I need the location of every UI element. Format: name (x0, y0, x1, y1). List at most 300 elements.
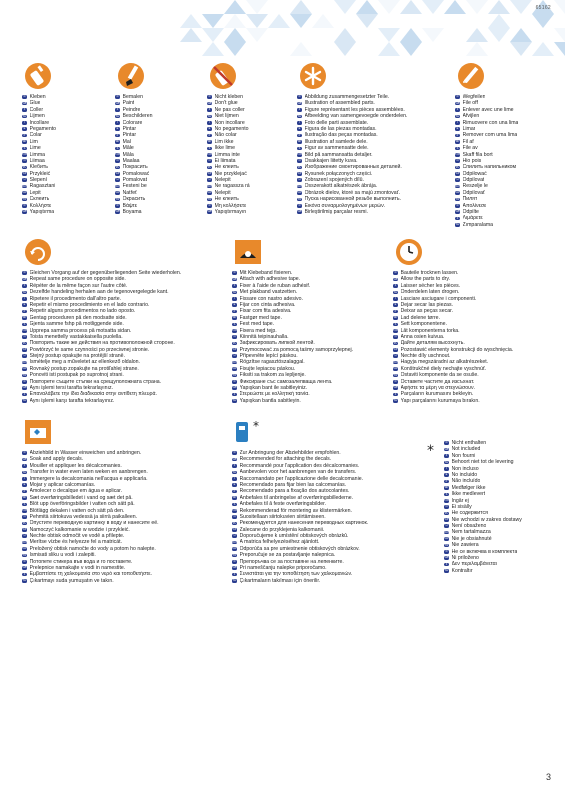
instruction-text: Fissare con nastro adesivo. (239, 295, 303, 302)
header-triangle (334, 28, 356, 42)
language-flag-icon: H (394, 354, 397, 358)
instruction-text: Stejný postup opakujte na protější straně. (29, 353, 125, 360)
instruction-text: Ne ragassza rá (214, 183, 250, 190)
no-glue-instructions (207, 62, 285, 215)
instruction-text: Nicht enthalten (451, 440, 487, 446)
instruction-text: Anbefales til å feste overføringsbilder. (239, 501, 327, 508)
instruction-text: Pegamento (29, 125, 57, 132)
instruction-text: Limma (29, 151, 46, 158)
page-number: 3 (545, 772, 551, 782)
language-flag-icon: GB (444, 447, 449, 451)
instruction-text: Don't glue (214, 100, 238, 107)
instruction-text: Pri nameščanju nalepke priporočamo. (239, 565, 327, 572)
instruction-text: Ei liimata (214, 157, 236, 164)
language-flag-icon: NL (115, 114, 120, 118)
language-flag-icon: GB (207, 210, 212, 214)
language-flag-icon: P (23, 309, 26, 313)
header-triangle (466, 42, 488, 56)
language-flag-icon: TR (22, 553, 27, 557)
header-triangle (312, 14, 334, 28)
language-flag-icon: GB (115, 210, 120, 214)
instruction-line (232, 398, 387, 404)
instruction-text: Onderdelen laten drogen. (400, 289, 460, 296)
repeat-opposite-side-instructions (22, 238, 222, 404)
language-flag-icon: NL (393, 290, 398, 294)
instruction-text: Suositellaan siirtokuvien siirtämiseen. (239, 513, 326, 520)
language-flag-icon: NL (444, 569, 449, 573)
instruction-text: Фиксиране със самозалепваща лента. (239, 378, 333, 385)
instruction-text: Опустите переводную картинку в воду и нанесите её. (29, 520, 159, 527)
instruction-text: Non incluso (451, 465, 479, 472)
language-flag-icon: I (115, 121, 120, 125)
instruction-text: Lijmen (29, 113, 45, 120)
instruction-line (22, 398, 222, 404)
instruction-text: Figur av sammensatte dele. (304, 145, 369, 152)
header-triangle (356, 0, 378, 14)
language-flag-icon: F (394, 392, 397, 396)
instruction-text: Ni priloženo (451, 555, 479, 562)
language-flag-icon: TR (444, 543, 449, 547)
language-flag-icon: S (23, 322, 26, 326)
instruction-text: Raccomandato per l'applicazione delle decalcomanie. (239, 475, 364, 482)
instruction-text: Kleben (29, 94, 46, 100)
instruction-text: Não incluído (451, 478, 481, 485)
language-flag-icon: F (233, 464, 236, 468)
language-flag-icon: NL (22, 290, 27, 294)
language-flag-icon: S (233, 322, 236, 326)
symmetry-instructions (297, 62, 447, 215)
language-flag-icon: GR (444, 537, 449, 541)
instruction-text: Nie zawiera (451, 542, 479, 549)
product-code: 65162 (535, 5, 551, 11)
language-flag-icon: H (456, 178, 459, 182)
tape-dispenser-icon (234, 238, 264, 266)
instruction-text: Pomalować (122, 170, 150, 177)
language-flag-icon: GB (22, 101, 27, 105)
language-flag-icon: FIN (232, 328, 237, 332)
instruction-text: Ismisati sliku u vodi i zalepiti. (29, 552, 96, 559)
language-flag-icon: F (23, 108, 26, 112)
instruction-text: Preložený obtisk namočte do vody a potom ho nalepte. (29, 545, 156, 552)
instruction-text: Μη κολλήσετε (214, 202, 247, 209)
instruction-text: Fest med tape. (239, 321, 275, 328)
language-flag-icon: P (456, 133, 459, 137)
header-triangle (202, 14, 224, 28)
instruction-text: Aanbevolen voor het aanbrengen van de transfers. (239, 469, 357, 476)
language-flag-icon: FIN (297, 152, 302, 156)
instruction-text: Gjenta samme fshp på motliggende side. (29, 321, 124, 328)
instruction-text: Kleбить (29, 164, 48, 171)
header-triangle (290, 42, 312, 56)
language-flag-icon: DK (393, 316, 398, 320)
instruction-text: Recommended for attaching the decals. (239, 456, 332, 463)
instruction-text: Konštrukčné diely nechajte vyschnúť. (400, 365, 487, 372)
language-flag-icon: F (23, 572, 26, 576)
instruction-text: Glue (29, 100, 41, 107)
language-flag-icon: CZ (393, 348, 398, 352)
language-flag-icon: PL (393, 341, 398, 345)
instruction-text: Yapıştırma (29, 209, 55, 216)
header-triangle (268, 14, 290, 28)
instruction-text: Aynı işlemi karşı tarafta tekrarlayınız. (29, 397, 115, 404)
language-flag-icon: CZ (232, 528, 237, 532)
language-flag-icon: P (445, 479, 448, 483)
language-flag-icon: FIN (455, 152, 460, 156)
language-flag-icon: PL (22, 165, 27, 169)
instruction-text: Yapışkan bantla sabitleyin. (239, 397, 301, 404)
language-flag-icon: RUS (444, 530, 450, 534)
language-flag-icon: H (23, 354, 26, 358)
instruction-text: Ripetere il procedimento dall'altro parte. (29, 295, 122, 302)
header-triangle (488, 0, 510, 14)
language-flag-icon: DK (22, 496, 27, 500)
instruction-text: Illustration af samlede dele. (304, 138, 368, 145)
instruction-text: Immergere la decalcomania nell'acqua e applicarla. (29, 475, 148, 482)
language-flag-icon: RUS (207, 184, 213, 188)
language-flag-icon: D (23, 271, 26, 275)
instruction-text: Ingår ej (451, 497, 469, 504)
instruction-text: Пуска нарисованной резьбе выполнить. (304, 196, 402, 203)
language-flag-icon: FIN (115, 152, 120, 156)
instruction-text: Fastgør med tape. (239, 314, 282, 321)
language-flag-icon: F (456, 108, 459, 112)
language-flag-icon: GB (297, 101, 302, 105)
language-flag-icon: E (394, 303, 397, 307)
language-flag-icon: E (23, 483, 26, 487)
language-flag-icon: F (298, 108, 301, 112)
language-flag-icon: CZ (207, 172, 212, 176)
language-flag-icon: RUS (115, 184, 121, 188)
instruction-text: Doporučujeme k umístění obtiskových obrázků. (239, 533, 349, 540)
instruction-text: Yapı parçalarını kurumaya bırakın. (400, 397, 480, 404)
header-triangle (554, 42, 565, 56)
instruction-text: Aynı işlemi tersi tarafta tekrarlayınız. (29, 385, 114, 392)
instruction-text: Parçaların kurumasını bekleyin. (400, 391, 474, 398)
language-flag-icon: D (23, 451, 26, 455)
language-flag-icon: GB (22, 210, 27, 214)
language-flag-icon: S (116, 146, 119, 150)
language-flag-icon: GB (455, 210, 460, 214)
asterisk-symmetry-icon (299, 62, 329, 90)
instruction-line (115, 209, 193, 215)
language-flag-icon: NL (232, 470, 237, 474)
instruction-text: Met plakband vastzetten. (239, 289, 298, 296)
instruction-text: Nelepit (214, 189, 231, 196)
language-flag-icon: P (116, 133, 119, 137)
instruction-text: Not included (451, 446, 481, 453)
header-triangle (224, 0, 246, 14)
language-flag-icon: GB (22, 566, 27, 570)
header-triangle (532, 42, 554, 56)
instruction-text: Enlever avec une lime (462, 106, 514, 113)
instruction-text: Lad delene tørre. (400, 314, 441, 321)
instruction-text: Зафиксировать липкой лентой. (239, 340, 315, 347)
language-flag-icon: S (456, 146, 459, 150)
instruction-text: Не клеить (214, 196, 239, 203)
header-triangle (334, 0, 356, 14)
language-flag-icon: I (444, 467, 449, 471)
instruction-text: Laisser sécher les pièces. (400, 282, 461, 289)
instruction-text: Αφήστε τα μέρη να στεγνώσουν. (400, 385, 476, 392)
instruction-text: Дайте деталям высохнуть. (400, 340, 465, 347)
instruction-text: Не клеить (214, 164, 239, 171)
instruction-text: Odpilovať (462, 189, 485, 196)
header-triangle (290, 14, 312, 28)
instruction-text: Non fourni (451, 452, 476, 459)
instruction-text: Ismételje meg a műveletet az ellenkező oldalon. (29, 359, 140, 366)
instruction-text: Non incollare (214, 119, 245, 126)
header-triangle (224, 14, 246, 28)
instruction-text: Εμβαπτίστε τη χαλκομανία στο νερό και τοποθετήστε. (29, 571, 152, 578)
language-flag-icon: FIN (207, 152, 212, 156)
instruction-text: Оставете частите да изсъхнат. (400, 378, 475, 385)
language-flag-icon: D (445, 441, 448, 445)
instruction-text: Fixar com fita adesiva. (239, 308, 292, 315)
instruction-text: Склеить (29, 196, 50, 203)
instruction-text: Preporučuje se za postavljanje nalepnica. (239, 552, 336, 559)
language-flag-icon: GR (232, 367, 237, 371)
language-flag-icon: DK (22, 140, 27, 144)
instruction-text: Repetir el mismo procedimiento en el lado contrario. (29, 301, 150, 308)
language-flag-icon: GR (297, 191, 302, 195)
language-flag-icon: S (445, 492, 448, 496)
language-flag-icon: I (393, 297, 398, 301)
instruction-text: Bild på sammansatta detaljer. (304, 151, 373, 158)
instruction-text: File off (462, 100, 478, 107)
instruction-text: Rimuovere con una lima (462, 119, 519, 126)
instruction-text: Lim ikke (214, 138, 234, 145)
language-flag-icon: DK (444, 486, 449, 490)
language-flag-icon: S (233, 502, 236, 506)
instruction-text: Prelepnice namakajte v vodi in namestite. (29, 565, 126, 572)
paint-instructions (115, 62, 193, 215)
instruction-text: Pozostawić elementy konstrukcji do wyschnięcia. (400, 346, 514, 353)
instruction-text: Ne pas coller (214, 106, 245, 113)
language-flag-icon: H (208, 178, 211, 182)
language-flag-icon: GR (22, 191, 27, 195)
language-flag-icon: N (208, 159, 211, 163)
instruction-text: Повторете същите стъпки на срещуположната страна. (29, 378, 162, 385)
instruction-line (207, 209, 285, 215)
language-flag-icon: FIN (22, 508, 27, 512)
instruction-text: Figure représentant les pièces assemblées. (304, 106, 405, 113)
instruction-text: Upprepa samma process på motsatta sidan. (29, 327, 132, 334)
language-flag-icon: CZ (22, 172, 27, 176)
language-flag-icon: NL (22, 114, 27, 118)
header-triangle (246, 0, 268, 14)
language-flag-icon: RUS (232, 360, 238, 364)
language-flag-icon: D (23, 380, 26, 384)
header-triangle (246, 14, 268, 28)
instruction-text: Osakkajen liitetty kuva. (304, 157, 358, 164)
instruction-text: Потопете стикера във вода и го поставете. (29, 558, 133, 565)
language-flag-icon: S (23, 502, 26, 506)
language-flag-icon: I (232, 297, 237, 301)
language-flag-icon: P (298, 133, 301, 137)
instruction-text: Nechte obtisk odmočit ve vodě a přilepte. (29, 533, 125, 540)
instruction-text: Não colar (214, 132, 237, 139)
language-flag-icon: H (298, 178, 301, 182)
header-triangle (510, 42, 532, 56)
instruction-text: Måla (122, 151, 134, 158)
instruction-text: Çıkartmayı suda yumuşatın ve takın. (29, 577, 114, 584)
instruction-text: Δεν περιλαμβάνεται (451, 561, 497, 568)
header-triangle (532, 14, 554, 28)
language-flag-icon: E (23, 127, 26, 131)
instruction-text: Не се включва в комплекта (451, 548, 518, 555)
not-included-instructions (426, 440, 556, 574)
instruction-text: Повторить такие же действия на противоположной стороне. (29, 340, 175, 347)
instruction-line (297, 209, 447, 215)
header-triangle (378, 28, 400, 42)
language-flag-icon: PL (115, 165, 120, 169)
instruction-text: Wegfeilen (462, 94, 486, 100)
instruction-text: Λιμάρετε (462, 215, 483, 222)
language-flag-icon: NL (393, 399, 398, 403)
language-flag-icon: TR (207, 197, 212, 201)
instruction-text: Afvijlen (462, 113, 480, 120)
asterisk-optional-icon (234, 418, 264, 446)
language-flag-icon: N (23, 335, 26, 339)
instruction-text: Nem tartalmazza (451, 529, 491, 536)
language-flag-icon: FIN (393, 328, 398, 332)
language-flag-icon: DK (232, 496, 237, 500)
instruction-text: Festeni be (122, 183, 147, 190)
instruction-text: Ikke lime (214, 145, 235, 152)
paint-brush-icon (117, 62, 147, 90)
cutting-line-icon (457, 62, 487, 90)
language-flag-icon: D (456, 95, 459, 99)
instruction-text: Gleichen Vorgang auf der gegenüberliegenden Seite wiederholen. (29, 270, 182, 276)
instruction-text: Incollare (29, 119, 50, 126)
instruction-text: Nie wchodzi w zakres dostawy (451, 516, 522, 523)
instruction-text: Répéter de la même façon sur l'autre côté. (29, 282, 128, 289)
language-flag-icon: N (456, 159, 459, 163)
language-flag-icon: I (207, 121, 212, 125)
language-flag-icon: NL (22, 579, 27, 583)
instruction-text: No incluido (451, 471, 478, 478)
header-triangle (510, 0, 532, 14)
language-flag-icon: NL (455, 223, 460, 227)
instruction-text: Zur Anbringung der Abziehbilder empfohlen. (239, 450, 341, 456)
language-flag-icon: D (445, 550, 448, 554)
language-flag-icon: GB (115, 101, 120, 105)
language-flag-icon: D (208, 95, 211, 99)
instruction-text: Mouiller et appliquer les décalcomanies. (29, 462, 122, 469)
language-flag-icon: H (445, 524, 448, 528)
language-flag-icon: GB (207, 101, 212, 105)
instruction-text: Lasciare asciugare i componenti. (400, 295, 477, 302)
header-triangle (224, 42, 246, 56)
header-triangle (334, 42, 356, 56)
instruction-text: Hio pois (462, 157, 482, 164)
language-flag-icon: D (394, 271, 397, 275)
language-flag-icon: P (208, 133, 211, 137)
language-flag-icon: N (233, 515, 236, 519)
language-flag-icon: CZ (22, 528, 27, 532)
language-flag-icon: GR (22, 547, 27, 551)
language-flag-icon: TR (455, 197, 460, 201)
instruction-text: Připevněte lepící páskou. (239, 353, 298, 360)
instruction-text: Illustration of assembled parts. (304, 100, 375, 107)
language-flag-icon: N (23, 515, 26, 519)
instruction-text: Abziehbild in Wasser einweichen und anbringen. (29, 450, 142, 456)
language-flag-icon: D (116, 204, 119, 208)
header-triangle (466, 0, 488, 14)
instruction-text: Mal (122, 138, 131, 145)
header-triangle (224, 28, 246, 42)
language-flag-icon: F (23, 464, 26, 468)
instruction-text: Peindre (122, 106, 141, 113)
language-flag-icon: GB (393, 386, 398, 390)
language-flag-icon: E (456, 127, 459, 131)
svg-text:*: * (253, 419, 259, 433)
instruction-text: Abbildung zusammengesetzter Teile. (304, 94, 390, 100)
language-flag-icon: D (23, 204, 26, 208)
header-triangle (356, 14, 378, 28)
instruction-text: Nicht kleben (214, 94, 244, 100)
instruction-text: Bemalen (122, 94, 143, 100)
language-flag-icon: D (23, 95, 26, 99)
instruction-text: Ragasztani (29, 183, 56, 190)
language-flag-icon: GR (22, 367, 27, 371)
instruction-text: Εικόνα συναρμολογημένων μερών. (304, 202, 386, 209)
instruction-text: Στερεώστε με κολλητική ταινία. (239, 391, 310, 398)
instruction-text: Yapışkan bant ile sabitleyiniz. (239, 385, 308, 392)
asterisk-not-included-icon (426, 442, 438, 456)
language-flag-icon: N (445, 505, 448, 509)
language-flag-icon: E (233, 303, 236, 307)
language-flag-icon: D (233, 380, 236, 384)
instruction-text: Bauteile trocknen lassen. (400, 270, 459, 276)
header-triangle (488, 14, 510, 28)
language-flag-icon: H (233, 534, 236, 538)
tape-instructions (232, 238, 387, 404)
language-flag-icon: N (298, 159, 301, 163)
instruction-text: Deixar as peças secar. (400, 308, 453, 315)
language-flag-icon: P (394, 309, 397, 313)
language-flag-icon: NL (297, 114, 302, 118)
language-flag-icon: F (233, 572, 236, 576)
language-flag-icon: D (298, 204, 301, 208)
language-flag-icon: F (456, 216, 459, 220)
instruction-text: Fil af (462, 138, 474, 145)
instruction-text: Reszelje le (462, 183, 488, 190)
language-flag-icon: D (456, 204, 459, 208)
instruction-text: Attach with adhesive tape. (239, 276, 301, 283)
instruction-line (22, 578, 222, 584)
instruction-text: Recommandé pour l'application des décalcomanies. (239, 462, 360, 469)
language-flag-icon: CZ (455, 172, 460, 176)
instruction-text: Odpilovat (462, 177, 485, 184)
instruction-text: Nie je obsiahnuté (451, 535, 492, 542)
language-flag-icon: S (394, 322, 397, 326)
instruction-text: Paint (122, 100, 135, 107)
instruction-text: Figura de las piezas montadas. (304, 125, 377, 132)
clock-drying-icon (395, 238, 425, 266)
instruction-text: Obrázok dielov, ktoré sa majú zmontovať. (304, 189, 401, 196)
language-flag-icon: GB (444, 556, 449, 560)
language-flag-icon: E (445, 473, 448, 477)
header-triangle (510, 28, 532, 42)
language-flag-icon: F (233, 392, 236, 396)
instruction-text: Odpilte (462, 209, 479, 216)
instruction-text: Medfølger ikke (451, 484, 486, 491)
language-flag-icon: F (23, 284, 26, 288)
language-flag-icon: S (23, 146, 26, 150)
language-flag-icon: GB (22, 457, 27, 461)
instruction-text: Recomendado para a fixação dos autocolantes. (239, 488, 350, 495)
